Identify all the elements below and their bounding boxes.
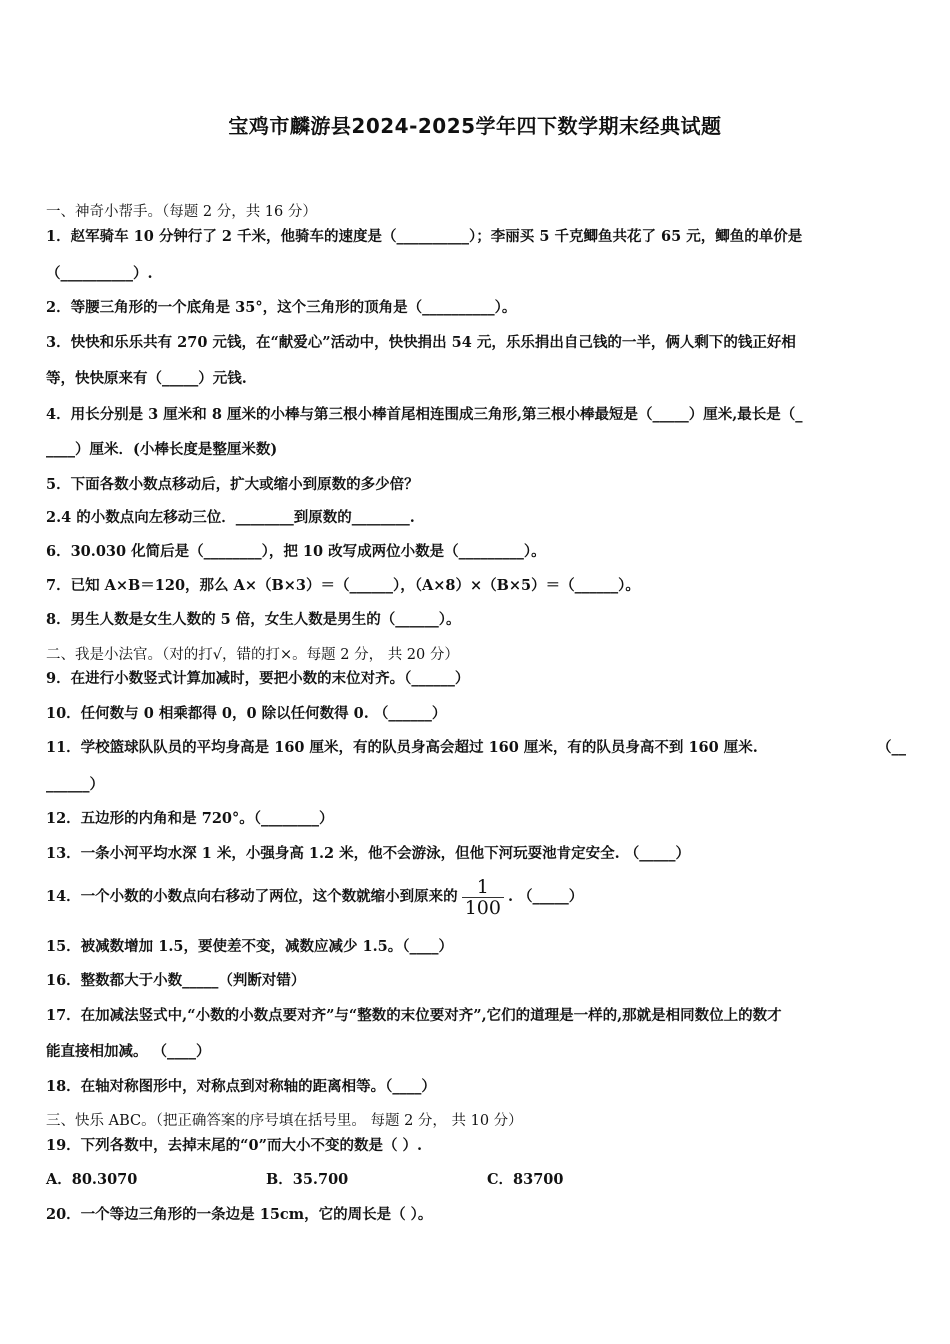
fraction-one-hundredth — [462, 877, 504, 918]
question-11-text: 11．学校篮球队队员的平均身高是 160 厘米，有的队员身高会超过 160 厘米，有的队员身高不到 160 厘米. — [46, 739, 758, 756]
question-11-blank-start: （__ — [877, 739, 906, 756]
question-5-line-2: 2.4 的小数点向左移动三位．________到原数的________. — [46, 509, 415, 526]
question-5-line-1: 5．下面各数小数点移动后，扩大或缩小到原数的多少倍？ — [46, 476, 419, 493]
question-14 — [46, 875, 906, 919]
question-17-line-2: 能直接相加减。 （____） — [46, 1043, 211, 1060]
question-18: 18．在轴对称图形中，对称点到对称轴的距离相等。（____） — [46, 1078, 436, 1095]
question-16: 16．整数都大于小数_____（判断对错） — [46, 972, 306, 989]
question-11-line-1 — [46, 738, 906, 758]
question-10: 10．任何数与 0 相乘都得 0，0 除以任何数得 0. （______） — [46, 705, 447, 722]
section-1-heading: 一、神奇小帮手。（每题 2 分，共 16 分） — [46, 204, 317, 220]
question-13: 13．一条小河平均水深 1 米，小强身高 1.2 米，他不会游泳，但他下河玩耍池肯定安全. （_____） — [46, 845, 691, 862]
question-11-line-2: ______） — [46, 776, 104, 793]
question-7: 7．已知 A×B＝120，那么 A×（B×3）＝（______），（A×8）×（B×5）＝（______）。 — [46, 577, 640, 594]
option-c: C．83700 — [487, 1171, 564, 1188]
question-2: 2．等腰三角形的一个底角是 35°，这个三角形的顶角是（__________）。 — [46, 299, 517, 316]
question-3-line-1: 3．快快和乐乐共有 270 元钱，在“献爱心”活动中，快快捐出 54 元，乐乐捐出自己钱的一半，俩人剩下的钱正好相 — [46, 334, 796, 351]
question-1-line-1: 1．赵军骑车 10 分钟行了 2 千米，他骑车的速度是（__________）；李丽买 5 千克鲫鱼共花了 65 元，鲫鱼的单价是 — [46, 228, 803, 245]
fraction-denominator: 100 — [464, 896, 501, 919]
section-2-heading: 二、我是小法官。（对的打√，错的打×。每题 2 分， 共 20 分） — [46, 647, 459, 663]
question-19: 19．下列各数中，去掉末尾的“0”而大小不变的数是（ ）. — [46, 1137, 423, 1154]
question-8: 8．男生人数是女生人数的 5 倍，女生人数是男生的（______）。 — [46, 611, 461, 628]
question-17-line-1: 17．在加减法竖式中,“小数的小数点要对齐”与“整数的末位要对齐”,它们的道理是一样的,那就是相同数位上的数才 — [46, 1007, 782, 1024]
option-b: B．35.700 — [266, 1171, 349, 1188]
question-3-line-2: 等，快快原来有（_____）元钱. — [46, 370, 247, 387]
question-12: 12．五边形的内角和是 720°。（________） — [46, 810, 334, 827]
question-1-line-2: （__________）. — [46, 265, 153, 282]
question-19-options — [46, 1170, 906, 1190]
section-3-heading: 三、快乐 ABC。（把正确答案的序号填在括号里。 每题 2 分， 共 10 分） — [46, 1113, 523, 1129]
page-title: 宝鸡市麟游县2024-2025学年四下数学期末经典试题 — [228, 114, 722, 138]
question-4-line-2: ____）厘米．(小棒长度是整厘米数) — [46, 441, 278, 458]
question-20: 20．一个等边三角形的一条边是 15cm，它的周长是（ ）。 — [46, 1206, 433, 1223]
question-15: 15．被减数增加 1.5，要使差不变，减数应减少 1.5。（____） — [46, 938, 453, 955]
question-6: 6．30.030 化简后是（________），把 10 改写成两位小数是（_________）。 — [46, 543, 546, 560]
question-14-text: 14．一个小数的小数点向右移动了两位，这个数就缩小到原来的 — [46, 888, 458, 905]
question-9: 9．在进行小数竖式计算加减时，要把小数的末位对齐。（______） — [46, 670, 470, 687]
question-4-line-1: 4．用长分别是 3 厘米和 8 厘米的小棒与第三根小棒首尾相连围成三角形,第三根小棒最短是（_____）厘米,最长是（_ — [46, 406, 803, 423]
question-14-blank: . （_____） — [507, 888, 584, 905]
fraction-numerator: 1 — [462, 877, 504, 898]
option-a: A．80.3070 — [46, 1171, 138, 1188]
